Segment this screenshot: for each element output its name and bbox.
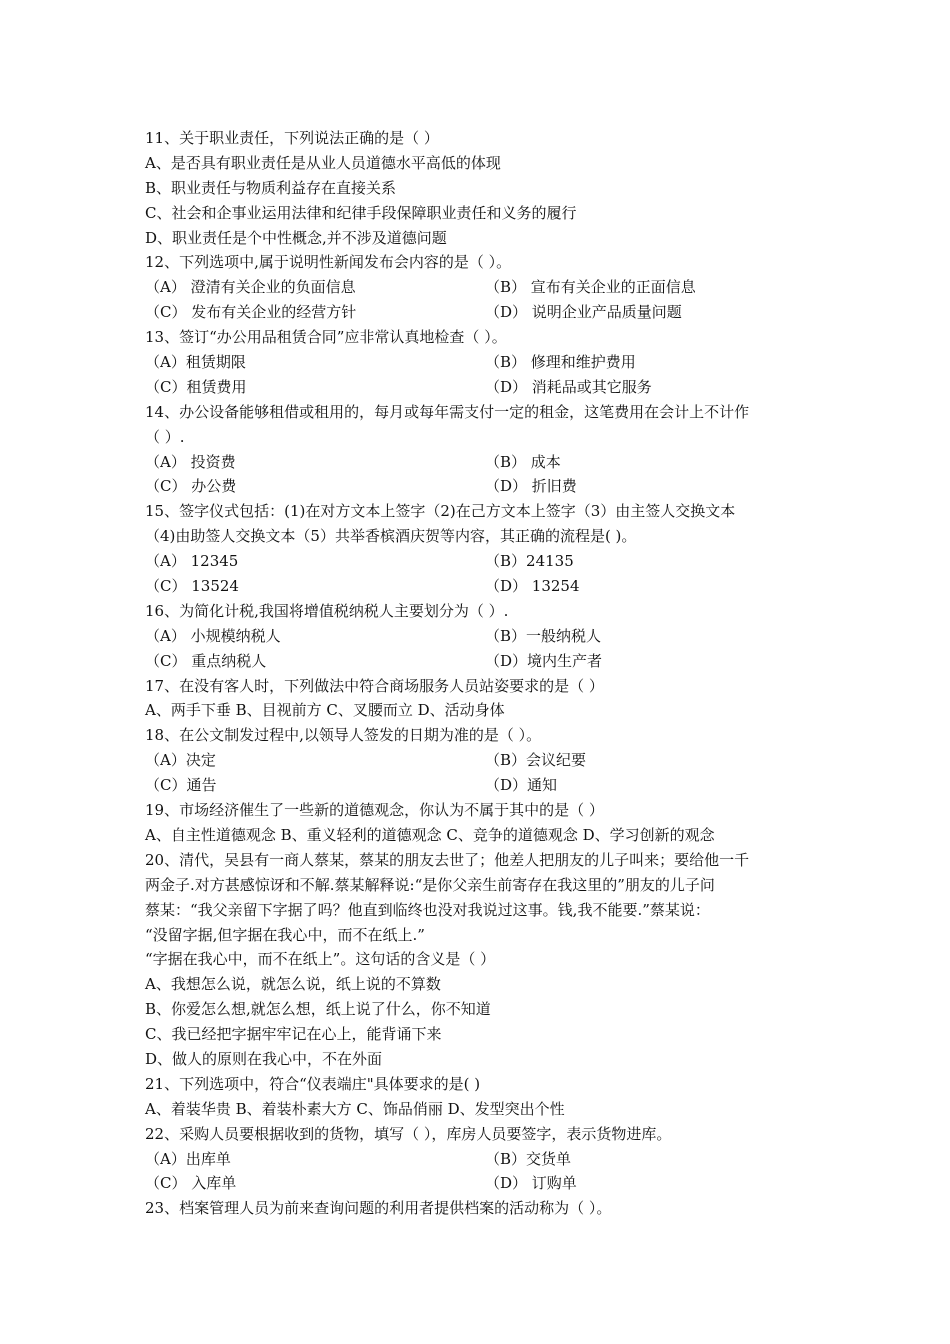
text-line: “没留字据,但字据在我心中，而不在纸上.” xyxy=(145,925,425,944)
option-right: （D） 折旧费 xyxy=(485,477,577,496)
option-left: （A） 12345 xyxy=(145,552,239,571)
option-row xyxy=(145,549,825,574)
option-right: （B） 成本 xyxy=(485,452,561,471)
option-right: （D） 说明企业产品质量问题 xyxy=(485,303,682,322)
option-row xyxy=(145,574,825,599)
text-line: C、社会和企事业运用法律和纪律手段保障职业责任和义务的履行 xyxy=(145,203,577,222)
option-right: （B）一般纳税人 xyxy=(485,626,602,645)
text-line: D、职业责任是个中性概念,并不涉及道德问题 xyxy=(145,228,447,247)
text-line: 19、市场经济催生了一些新的道德观念，你认为不属于其中的是（ ） xyxy=(145,801,604,820)
option-row xyxy=(145,375,825,400)
option-left: （C） 发布有关企业的经营方针 xyxy=(145,303,357,322)
text-line: 16、为简化计税,我国将增值税纳税人主要划分为（ ）. xyxy=(145,601,509,620)
option-right: （D）境内生产者 xyxy=(485,651,603,670)
option-left: （A）出库单 xyxy=(145,1149,231,1168)
option-right: （D）通知 xyxy=(485,776,558,795)
option-row xyxy=(145,275,825,300)
option-left: （C）通告 xyxy=(145,776,217,795)
text-line: D、做人的原则在我心中，不在外面 xyxy=(145,1049,383,1068)
option-row xyxy=(145,1147,825,1172)
text-line: B、职业责任与物质利益存在直接关系 xyxy=(145,178,397,197)
option-row xyxy=(145,748,825,773)
option-row xyxy=(145,773,825,798)
text-line: 13、签订“办公用品租赁合同”应非常认真地检查（ ）。 xyxy=(145,328,507,347)
option-row xyxy=(145,649,825,674)
text-line: 12、下列选项中,属于说明性新闻发布会内容的是（ ）。 xyxy=(145,253,512,272)
option-right: （B） 宣布有关企业的正面信息 xyxy=(485,278,696,297)
option-left: （C） 13524 xyxy=(145,577,239,596)
option-row xyxy=(145,624,825,649)
option-row xyxy=(145,1171,825,1196)
option-row xyxy=(145,450,825,475)
text-line: 11、关于职业责任，下列说法正确的是（ ） xyxy=(145,129,439,147)
text-line: 18、在公文制发过程中,以领导人签发的日期为准的是（ ）。 xyxy=(145,726,542,745)
text-line: C、我已经把字据牢牢记在心上，能背诵下来 xyxy=(145,1025,442,1044)
option-right: （D） 订购单 xyxy=(485,1174,577,1193)
text-line: （ ）. xyxy=(145,427,185,446)
question-list xyxy=(145,126,825,1221)
option-right: （B）24135 xyxy=(485,552,574,571)
text-line: 20、清代，吴县有一商人蔡某，蔡某的朋友去世了；他差人把朋友的儿子叫来；要给他一千 xyxy=(145,850,750,869)
text-line: 23、档案管理人员为前来查询问题的利用者提供档案的活动称为（ ）。 xyxy=(145,1199,612,1218)
text-line: A、自主性道德观念 B、重义轻利的道德观念 C、竞争的道德观念 D、学习创新的观念 xyxy=(145,825,715,844)
text-line: “字据在我心中，而不在纸上”。这句话的含义是（ ） xyxy=(145,950,496,969)
text-line: A、两手下垂 B、目视前方 C、叉腰而立 D、活动身体 xyxy=(145,701,505,720)
option-left: （C） 办公费 xyxy=(145,477,237,496)
option-left: （C） 入库单 xyxy=(145,1174,237,1193)
option-left: （C） 重点纳税人 xyxy=(145,651,267,670)
text-line: 17、在没有客人时，下列做法中符合商场服务人员站姿要求的是（ ） xyxy=(145,676,604,695)
option-row xyxy=(145,300,825,325)
option-row xyxy=(145,350,825,375)
text-line: （4)由助签人交换文本（5）共举香槟酒庆贺等内容，其正确的流程是( )。 xyxy=(145,527,637,546)
option-right: （D） 消耗品或其它服务 xyxy=(485,377,652,396)
option-left: （A） 投资费 xyxy=(145,452,236,471)
text-line: 22、采购人员要根据收到的货物，填写（ ），库房人员要签字，表示货物进库。 xyxy=(145,1124,672,1143)
text-line: 两金子.对方甚感惊讶和不解.蔡某解释说:“是你父亲生前寄存在我这里的”朋友的儿子问 xyxy=(145,875,715,894)
option-left: （C）租赁费用 xyxy=(145,377,247,396)
text-line: A、着装华贵 B、着装朴素大方 C、饰品俏丽 D、发型突出个性 xyxy=(145,1099,565,1118)
text-line: 21、下列选项中，符合“仪表端庄"具体要求的是( ) xyxy=(145,1074,481,1093)
option-right: （B）会议纪要 xyxy=(485,751,587,770)
option-left: （A）租赁期限 xyxy=(145,353,246,372)
text-line: B、你爱怎么想,就怎么想，纸上说了什么，你不知道 xyxy=(145,1000,491,1019)
option-left: （A） 澄清有关企业的负面信息 xyxy=(145,278,356,297)
option-row xyxy=(145,474,825,499)
option-left: （A） 小规模纳税人 xyxy=(145,626,281,645)
option-left: （A）决定 xyxy=(145,751,216,770)
text-line: 蔡某：“我父亲留下字据了吗？他直到临终也没对我说过这事。钱,我不能要.”蔡某说： xyxy=(145,900,710,919)
text-line: A、我想怎么说，就怎么说，纸上说的不算数 xyxy=(145,975,441,994)
option-right: （D） 13254 xyxy=(485,577,580,596)
text-line: 14、办公设备能够租借或租用的，每月或每年需支付一定的租金，这笔费用在会计上不计作 xyxy=(145,402,750,421)
text-line: A、是否具有职业责任是从业人员道德水平高低的体现 xyxy=(145,153,501,172)
option-right: （B） 修理和维护费用 xyxy=(485,353,636,372)
text-line: 15、签字仪式包括：(1)在对方文本上签字（2)在己方文本上签字（3）由主签人交换文本 xyxy=(145,502,736,521)
option-right: （B）交货单 xyxy=(485,1149,572,1168)
